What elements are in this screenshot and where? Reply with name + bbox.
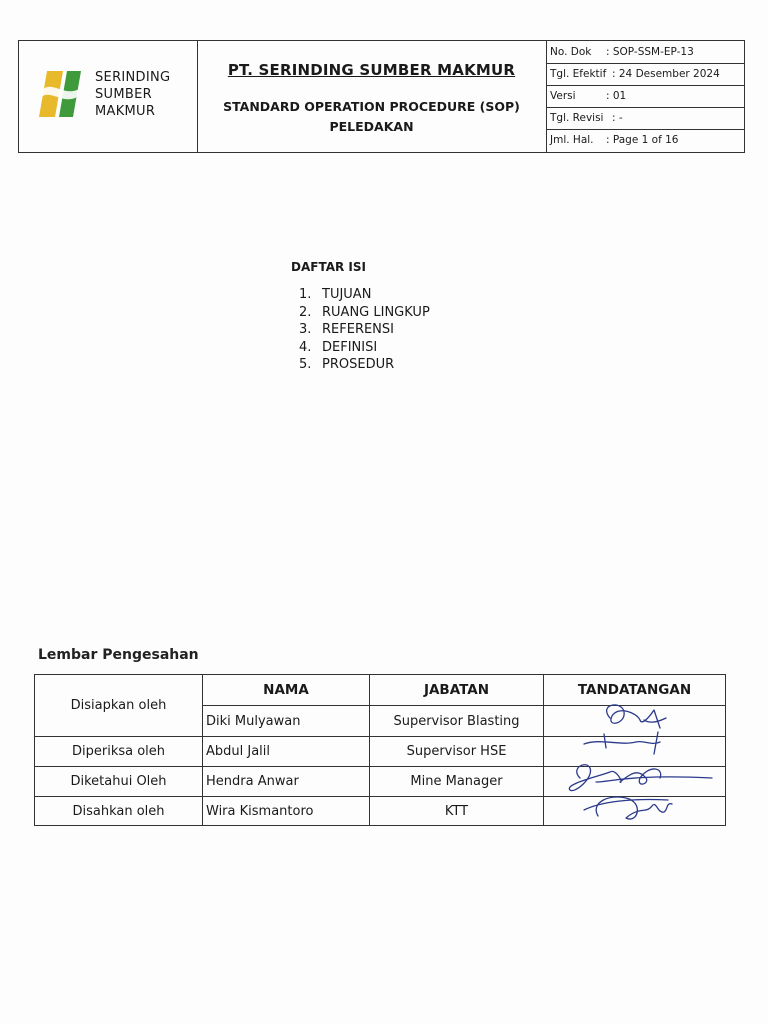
- logo-wordmark: [95, 69, 170, 120]
- column-header-nama: NAMA: [203, 675, 370, 706]
- meta-tgl-efektif: Tgl. Efektif : 24 Desember 2024: [546, 63, 744, 86]
- document-title-line-1: STANDARD OPERATION PROCEDURE (SOP): [223, 99, 520, 114]
- approval-role-cell: Disiapkan oleh: [35, 675, 203, 737]
- logo-line-2: SUMBER: [95, 87, 152, 102]
- toc-item: 2. RUANG LINGKUP: [299, 304, 430, 320]
- meta-no-dok: No. Dok : SOP-SSM-EP-13: [546, 41, 744, 64]
- approval-name-cell: Wira Kismantoro: [203, 797, 370, 825]
- company-logo-icon: [33, 67, 91, 123]
- column-header-jabatan: JABATAN: [370, 675, 544, 706]
- approval-position-cell: KTT: [370, 797, 544, 825]
- approval-name-cell: Hendra Anwar: [203, 767, 370, 797]
- approval-role-cell: Disahkan oleh: [35, 797, 203, 825]
- logo-cell: [19, 41, 198, 152]
- approval-position-cell: Supervisor HSE: [370, 737, 544, 767]
- toc-item: 3. REFERENSI: [299, 322, 394, 337]
- approval-heading: Lembar Pengesahan: [38, 647, 199, 663]
- approval-name-cell: Diki Mulyawan: [203, 706, 370, 737]
- toc-item: 5. PROSEDUR: [299, 357, 395, 372]
- approval-position-cell: Mine Manager: [370, 767, 544, 797]
- toc-item: 4. DEFINISI: [299, 339, 378, 355]
- toc-list: [299, 286, 430, 374]
- logo-line-3: MAKMUR: [95, 104, 156, 119]
- document-title-line-2: PELEDAKAN: [329, 119, 414, 134]
- approval-name-cell: Abdul Jalil: [203, 737, 370, 767]
- document-title: [197, 97, 546, 137]
- toc-item: 1. TUJUAN: [299, 287, 372, 302]
- toc-heading: DAFTAR ISI: [291, 260, 366, 274]
- title-cell: [197, 41, 547, 152]
- column-header-tandatangan: TANDATANGAN: [544, 675, 725, 706]
- logo-line-1: SERINDING: [95, 70, 171, 85]
- meta-tgl-revisi: Tgl. Revisi : -: [546, 107, 744, 130]
- company-name: PT. SERINDING SUMBER MAKMUR: [227, 61, 516, 79]
- signatures-drawing: [540, 698, 720, 828]
- document-header: [18, 40, 745, 153]
- approval-position-cell: Supervisor Blasting: [370, 706, 544, 737]
- document-meta: [546, 41, 744, 152]
- meta-versi: Versi : 01: [546, 85, 744, 108]
- meta-jml-hal: Jml. Hal. : Page 1 of 16: [550, 134, 679, 146]
- approval-role-cell: Diketahui Oleh: [35, 767, 203, 797]
- approval-role-cell: Diperiksa oleh: [35, 737, 203, 767]
